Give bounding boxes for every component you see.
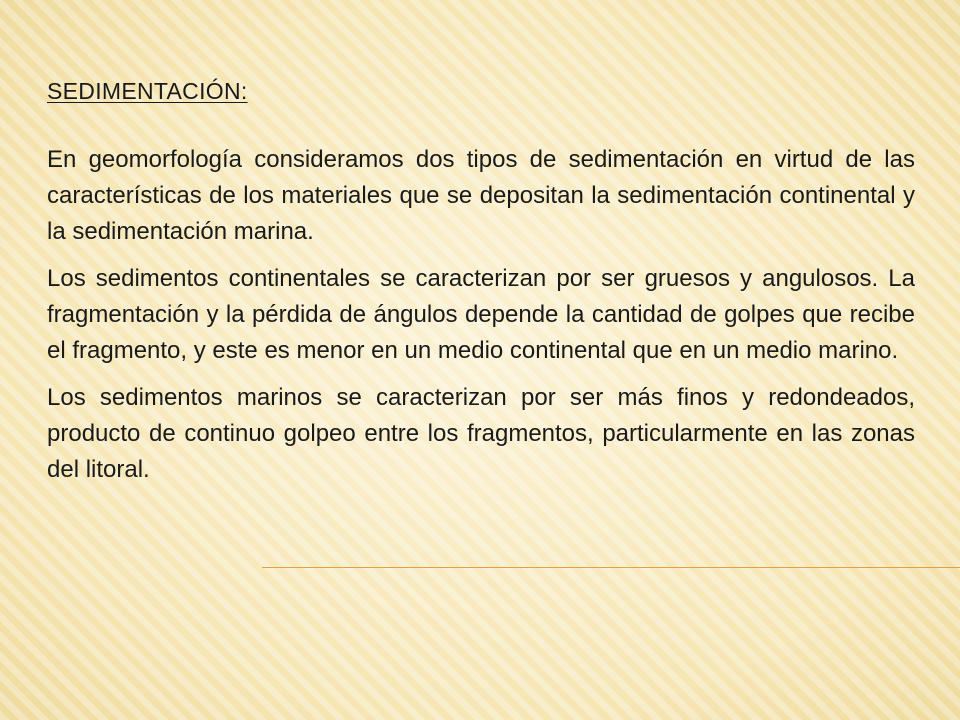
paragraph-continental: Los sedimentos continentales se caracterizan por ser gruesos y angulosos. La fragmentación y la pérdida de ángulos depende la cantidad de golpes que recibe el fragmento, y este es menor en un medio continental que en un medio marino. [47, 265, 915, 364]
accent-rule [262, 567, 960, 568]
slide-content [47, 76, 915, 499]
slide-heading: SEDIMENTACIÓN: [47, 78, 248, 104]
paragraph-intro: En geomorfología consideramos dos tipos de sedimentación en virtud de las características de los materiales que se depositan la sedimentación continental y la sedimentación marina. [47, 146, 915, 245]
paragraph-marine: Los sedimentos marinos se caracterizan por ser más finos y redondeados, producto de continuo golpeo entre los fragmentos, particularmente en las zonas del litoral. [47, 384, 915, 483]
